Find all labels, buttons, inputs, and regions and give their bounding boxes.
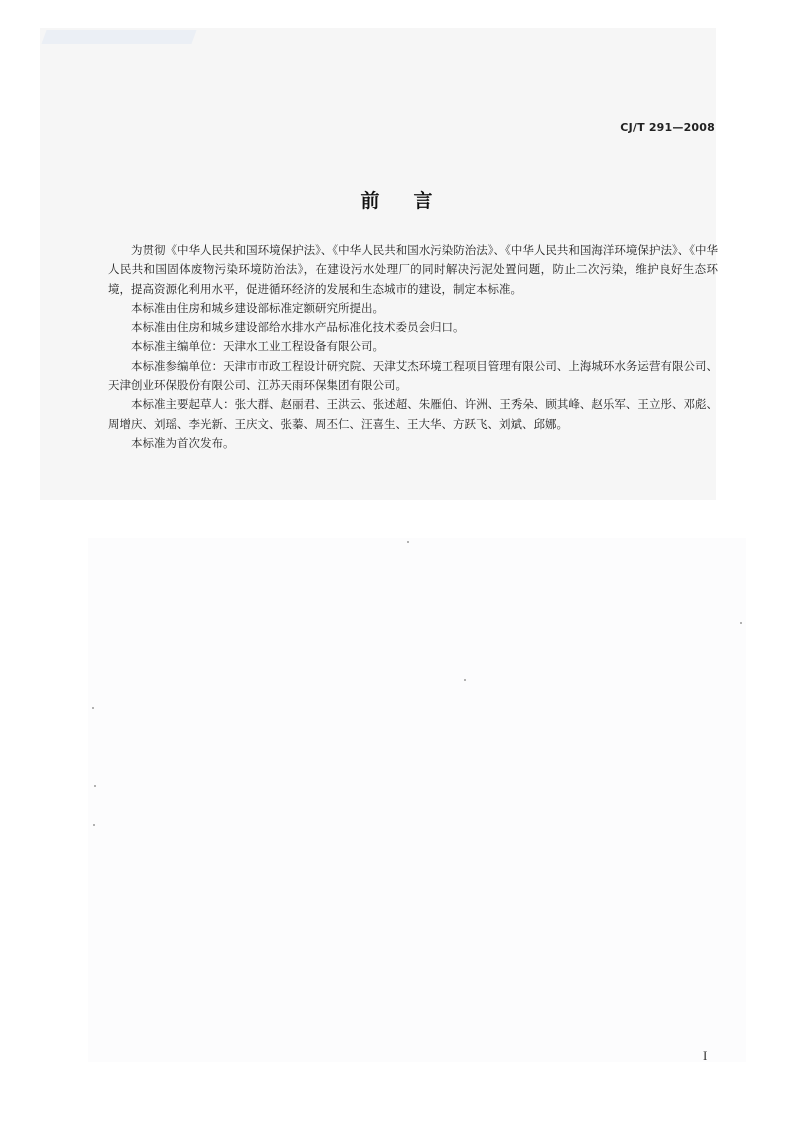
scan-speck: [407, 541, 409, 543]
scan-speck: [93, 824, 95, 826]
page-number: I: [703, 1048, 708, 1063]
paragraph-first-release: 本标准为首次发布。: [131, 435, 235, 450]
paragraph-drafters: 本标准主要起草人：张大群、赵丽君、王洪云、张述超、朱雁伯、许洲、王秀朵、顾其峰、赵乐军、王立彤、邓彪、周增庆、刘瑶、李光新、王庆文、张蓁、周丕仁、汪喜生、王大华、方跃飞、刘斌、邱娜。: [108, 397, 718, 431]
paragraph-chief-unit: 本标准主编单位：天津水工业工程设备有限公司。: [131, 339, 384, 354]
foreword-body: [108, 241, 718, 453]
paragraph-committee: 本标准由住房和城乡建设部给水排水产品标准化技术委员会归口。: [131, 320, 465, 335]
scan-speck: [740, 622, 742, 624]
scan-speck: [94, 785, 96, 787]
paragraph-purpose: 为贯彻《中华人民共和国环境保护法》、《中华人民共和国水污染防治法》、《中华人民共和国海洋环境保护法》、《中华人民共和国固体废物污染环境防治法》，在建设污水处理厂的同时解决污泥处置问题，防止二次污染，维护良好生态环境，提高资源化利用水平，促进循环经济的发展和生态城市的建设，制定本标准。: [108, 243, 718, 296]
paragraph-participating-units: 本标准参编单位：天津市市政工程设计研究院、天津艾杰环境工程项目管理有限公司、上海城环水务运营有限公司、天津创业环保股份有限公司、江苏天雨环保集团有限公司。: [108, 358, 718, 393]
standard-code: CJ/T 291—2008: [620, 121, 715, 134]
scan-speck: [464, 679, 466, 681]
scan-speck: [92, 707, 94, 709]
scanned-page-bottom: [88, 538, 746, 1062]
page-title: 前言: [360, 190, 467, 212]
paragraph-proposer: 本标准由住房和城乡建设部标准定额研究所提出。: [131, 300, 384, 315]
